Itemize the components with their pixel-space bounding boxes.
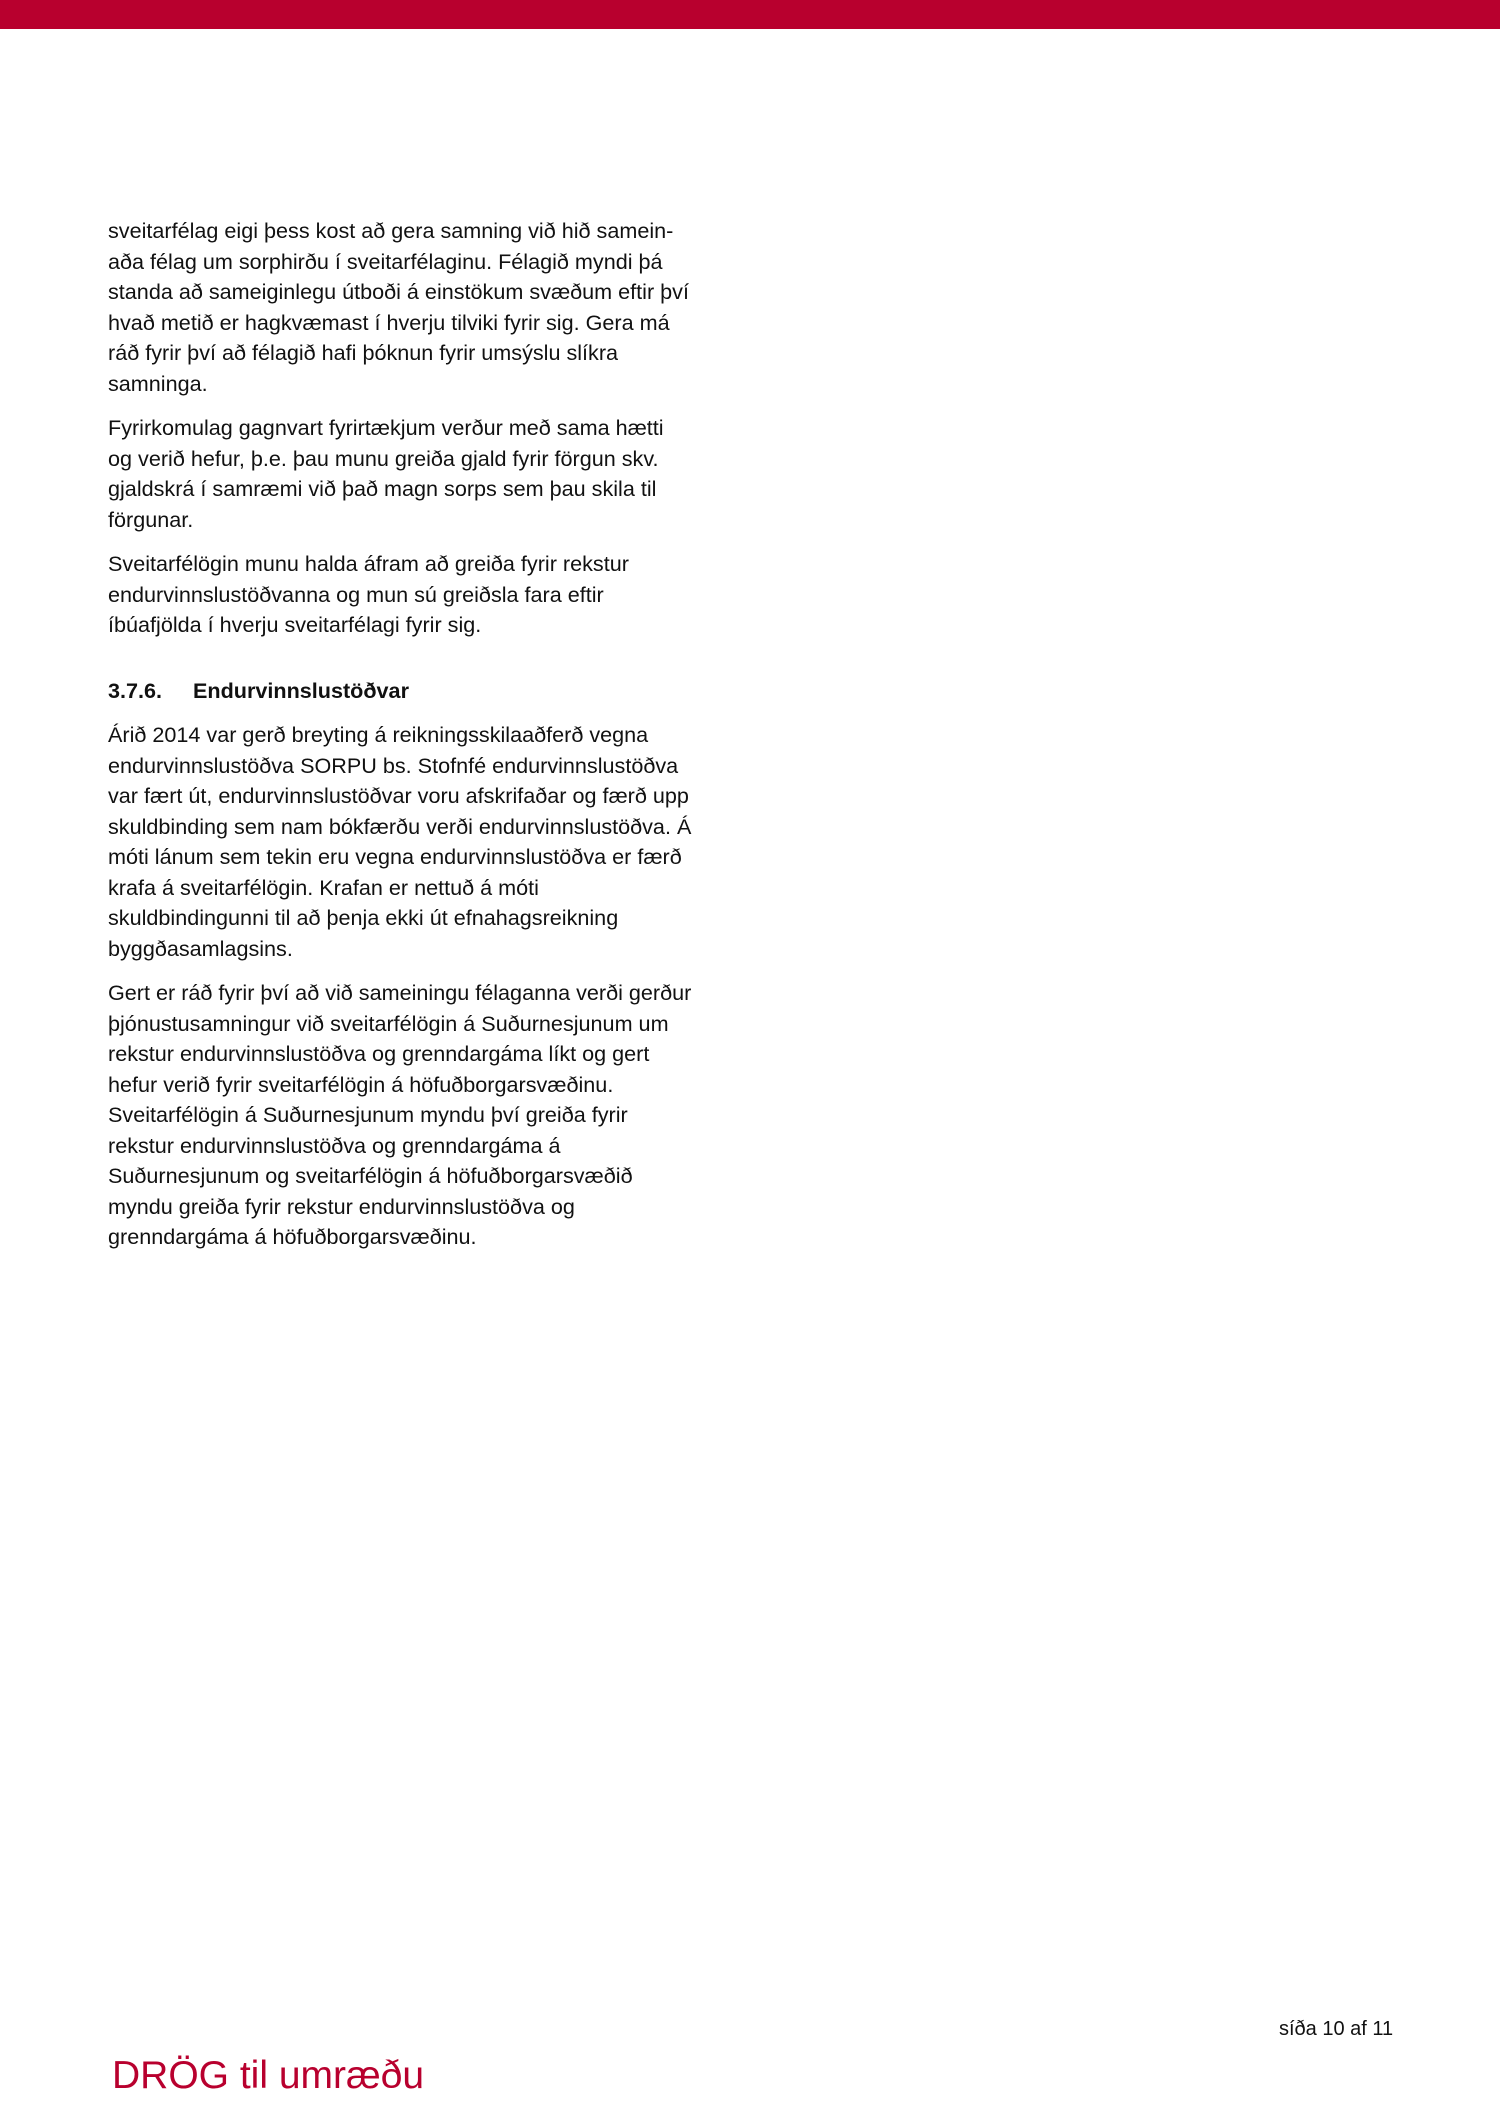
paragraph [108,978,748,1253]
text-line: þjónustusamningur við sveitarfélögin á Suðurnesjunum um [108,1010,669,1036]
section-title: Endurvinnslustöðvar [193,678,409,703]
text-line: byggðasamlagsins. [108,935,293,961]
text-line: hefur verið fyrir sveitarfélögin á höfuðborgarsvæðinu. [108,1071,614,1097]
text-line: var fært út, endurvinnslustöðvar voru afskrifaðar og færð upp [108,783,689,808]
section-heading [108,676,409,706]
text-line: krafa á sveitarfélögin. Krafan er nettuð á móti [108,874,539,900]
page-number: síða 10 af 11 [1279,2018,1394,2040]
text-line: Árið 2014 var gerð breyting á reikningsskilaaðferð vegna [108,722,649,747]
text-line: rekstur endurvinnslustöðva og grenndargáma líkt og gert [108,1041,650,1066]
text-line: skuldbinding sem nam bókfærðu verði endurvinnslustöðva. Á [108,813,692,839]
paragraph [108,549,748,641]
section-text [108,720,748,1267]
text-line: förgunar. [108,506,194,532]
text-line: móti lánum sem tekin eru vegna endurvinnslustöðva er færð [108,844,682,869]
intro-text [108,216,748,655]
text-line: íbúafjölda í hverju sveitarfélagi fyrir sig. [108,612,482,637]
text-line: aða félag um sorphirðu í sveitarfélaginu. Félagið myndi þá [108,248,663,274]
text-line: Sveitarfélögin munu halda áfram að greiða fyrir rekstur [108,551,629,576]
text-line: ráð fyrir því að félagið hafi þóknun fyrir umsýslu slíkra [108,340,619,365]
text-line: sveitarfélag eigi þess kost að gera samning við hið samein- [108,218,674,243]
section-number: 3.7.6. [108,678,163,703]
text-line: skuldbindingunni til að þenja ekki út efnahagsreikning [108,905,619,930]
text-line: samninga. [108,370,208,396]
header-accent-bar [0,0,1500,29]
paragraph [108,720,748,964]
text-line: endurvinnslustöðvanna og mun sú greiðsla fara eftir [108,581,604,607]
text-line: Suðurnesjunum og sveitarfélögin á höfuðborgarsvæðið [108,1163,633,1188]
text-line: endurvinnslustöðva SORPU bs. Stofnfé endurvinnslustöðva [108,752,679,778]
paragraph [108,413,748,535]
text-line: standa að sameiginlegu útboði á einstökum svæðum eftir því [108,279,689,304]
text-line: rekstur endurvinnslustöðva og grenndargáma á [108,1132,561,1158]
text-line: Sveitarfélögin á Suðurnesjunum myndu því greiða fyrir [108,1102,628,1127]
draft-label: DRÖG til umræðu [112,2054,425,2097]
text-line: hvað metið er hagkvæmast í hverju tilviki fyrir sig. Gera má [108,309,670,335]
text-line: og verið hefur, þ.e. þau munu greiða gjald fyrir förgun skv. [108,445,659,471]
text-line: Gert er ráð fyrir því að við sameiningu félaganna verði gerður [108,980,692,1005]
text-line: Fyrirkomulag gagnvart fyrirtækjum verður með sama hætti [108,415,664,440]
text-line: myndu greiða fyrir rekstur endurvinnslustöðva og [108,1193,575,1219]
paragraph [108,216,748,399]
text-line: grenndargáma á höfuðborgarsvæðinu. [108,1224,477,1249]
text-line: gjaldskrá í samræmi við það magn sorps sem þau skila til [108,476,657,501]
